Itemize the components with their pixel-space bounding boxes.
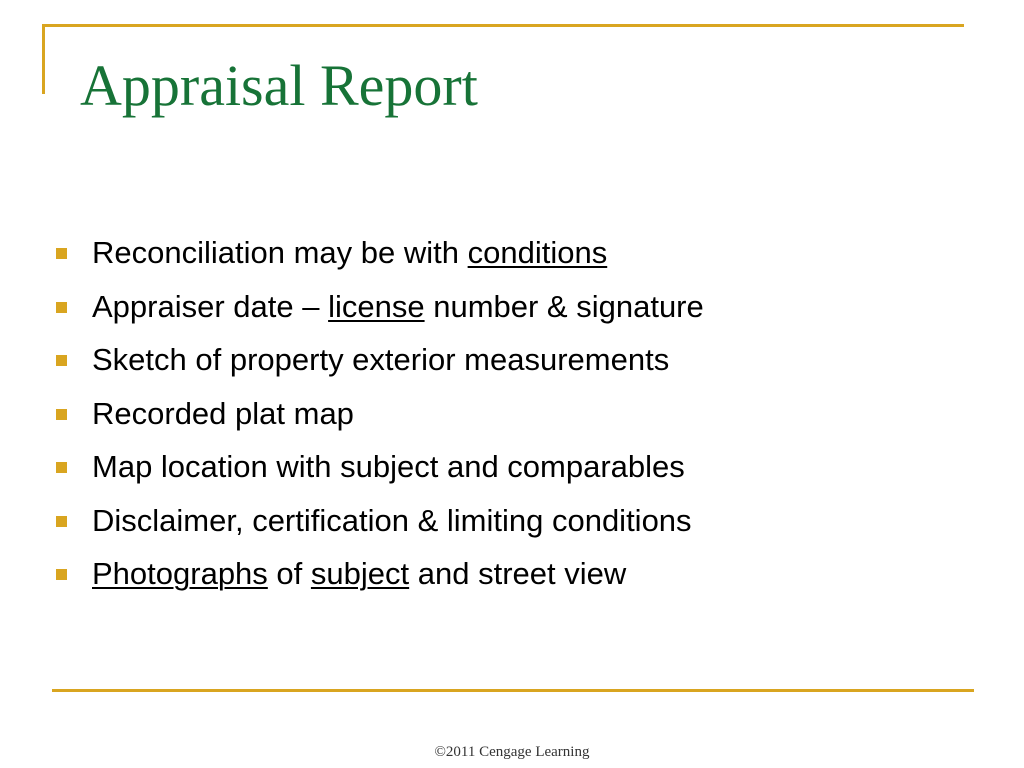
bullet-text: Appraiser date – (92, 288, 329, 324)
bullet-item (56, 280, 986, 334)
bullet-text: number & signature (424, 288, 704, 324)
bullet-item (56, 226, 986, 280)
copyright-footer: ©2011 Cengage Learning (434, 744, 590, 760)
footer-rule (52, 689, 974, 692)
bullet-item (56, 333, 986, 387)
underlined-term: license (328, 288, 425, 324)
bullet-text: and street view (409, 556, 627, 591)
bullet-list (56, 226, 986, 601)
square-bullet-icon (56, 302, 67, 313)
underlined-term: conditions (467, 235, 608, 270)
frame-left-rule (42, 24, 45, 94)
bullet-text: of (267, 556, 311, 591)
square-bullet-icon (56, 409, 67, 420)
bullet-text: Disclaimer, certification & limiting conditions (92, 502, 692, 538)
bullet-text: Sketch of property exterior measurements (92, 342, 670, 377)
bullet-item (56, 494, 986, 548)
bullet-text: Recorded plat map (92, 395, 354, 431)
bullet-item (56, 387, 986, 441)
square-bullet-icon (56, 248, 67, 259)
square-bullet-icon (56, 462, 67, 473)
bullet-item (56, 547, 986, 601)
bullet-item (56, 440, 986, 494)
square-bullet-icon (56, 355, 67, 366)
underlined-term: Photographs (92, 556, 268, 591)
slide-title: Appraisal Report (80, 53, 478, 118)
square-bullet-icon (56, 569, 67, 580)
bullet-text: Reconciliation may be with (92, 235, 468, 270)
underlined-term: subject (310, 556, 410, 591)
bullet-text: Map location with subject and comparables (92, 449, 685, 484)
frame-top-rule (42, 24, 964, 27)
square-bullet-icon (56, 516, 67, 527)
